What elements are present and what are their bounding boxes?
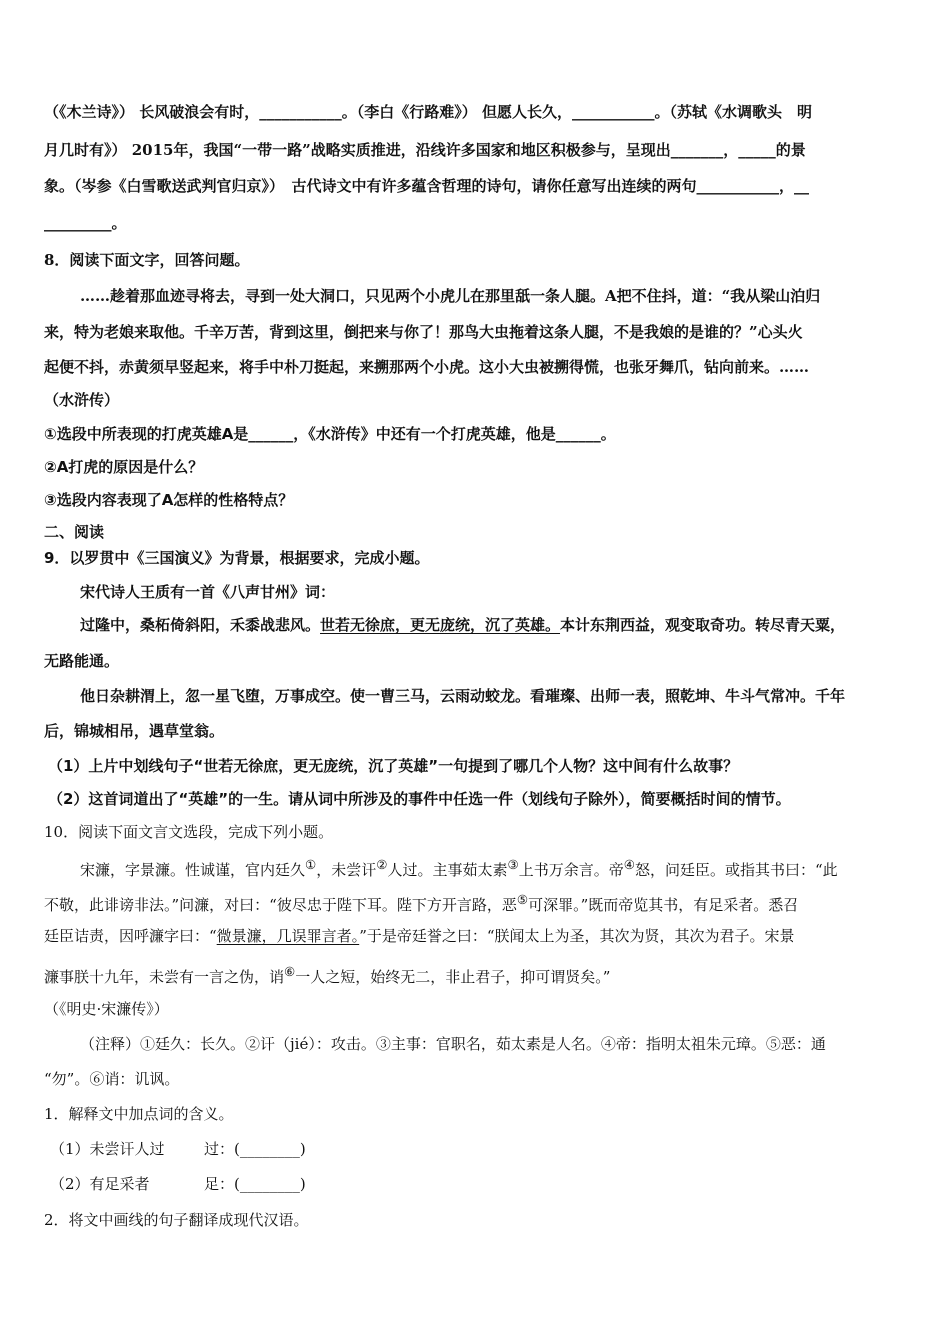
q10-title: 10．阅读下面文言文选段，完成下列小题。 xyxy=(44,823,334,841)
q10-text-segment: 可深罪。”既而帝览其书，有足采者。悉召 xyxy=(528,896,799,914)
q10-text-segment: ，未尝讦 xyxy=(316,861,377,879)
q8-passage-line-3: 起便不抖，赤黄须早竖起来，将手中朴刀挺起，来搠那两个小虎。这小大虫被搠得慌，也张牙舞爪，钻向前来。…… xyxy=(44,358,810,376)
intro-line-2: 月几时有》） 2015年，我国“一带一路”战略实质推进，沿线许多国家和地区积极参与，呈现出_______，_____的景 xyxy=(44,141,806,159)
q9-poem-line-3: 他日杂耕渭上，忽一星飞堕，万事成空。使一曹三马，云雨动蛟龙。看璀璨、出师一表，照乾坤、牛斗气常冲。千年 xyxy=(80,687,846,705)
q10-text-segment: 宋濂，字景濂。性诚谨，官内廷久 xyxy=(80,861,306,879)
item-2-label: （2）有足采者 xyxy=(50,1175,150,1193)
q8-sub-question-2: ②A打虎的原因是什么？ xyxy=(44,458,204,476)
q10-text-segment: 濂事朕十九年，未尝有一言之伪，诮 xyxy=(44,968,285,986)
q10-question-2-title: 2．将文中画线的句子翻译成现代汉语。 xyxy=(44,1211,309,1229)
q10-text-segment: 不敬，此诽谤非法。”问濂，对曰：“彼尽忠于陛下耳。陛下方开言路，恶 xyxy=(44,896,517,914)
q9-intro: 宋代诗人王质有一首《八声甘州》词： xyxy=(80,583,336,601)
q10-question-1-item-1 xyxy=(50,1139,306,1159)
q8-passage-line-1: ……趁着那血迹寻将去，寻到一处大洞口，只见两个小虎儿在那里舐一条人腿。A把不住抖，道：“我从梁山泊归 xyxy=(80,287,821,305)
q8-title: 8．阅读下面文字，回答问题。 xyxy=(44,251,250,269)
intro-line-4: _________。 xyxy=(44,214,127,232)
q8-passage-line-2: 来，特为老娘来取他。千辛万苦，背到这里，倒把来与你了！那鸟大虫拖着这条人腿，不是我娘的是谁的？”心头火 xyxy=(44,323,803,341)
intro-line-3: 象。（岑参《白雪歌送武判官归京》） 古代诗文中有许多蕴含哲理的诗句，请你任意写出连续的两句___________，__ xyxy=(44,177,810,195)
q10-text-segment: 上书万余言。帝 xyxy=(518,861,624,879)
q10-text-segment: 廷臣诘责，因呼濂字曰：“ xyxy=(44,927,217,945)
q9-sub-question-1: （1）上片中划线句子“世若无徐庶，更无庞统，沉了英雄”一句提到了哪几个人物？这中间有什么故事？ xyxy=(48,757,739,775)
item-1-answer-blank[interactable]: 过：(________) xyxy=(204,1140,306,1158)
q10-underlined-sentence: 微景濂，几误罪言者。 xyxy=(216,927,360,945)
note-mark-3: ③ xyxy=(507,857,519,872)
item-2-answer-blank[interactable]: 足：(________) xyxy=(204,1175,306,1193)
q10-text-segment: 一人之短，始终无二，非止君子，抑可谓贤矣。” xyxy=(295,968,611,986)
q10-question-1-item-2 xyxy=(50,1174,306,1194)
q8-sub-question-3: ③选段内容表现了A怎样的性格特点？ xyxy=(44,491,294,509)
note-mark-5: ⑤ xyxy=(516,892,529,907)
q10-source: （《明史·宋濂传》） xyxy=(44,1000,169,1018)
q9-poem-line-1 xyxy=(80,615,845,635)
q10-text-segment: 人过。主事茹太素 xyxy=(387,861,508,879)
q8-sub-question-1: ①选段中所表现的打虎英雄A是______，《水浒传》中还有一个打虎英雄，他是______。 xyxy=(44,425,616,443)
q9-poem-line-4: 后，锦城相吊，遇草堂翁。 xyxy=(44,722,225,740)
q10-text-segment: ”于是帝廷誉之曰：“朕闻太上为圣，其次为贤，其次为君子。宋景 xyxy=(359,927,795,945)
note-mark-4: ④ xyxy=(623,857,635,872)
q9-poem-line-1-end: 本计东荆西益，观变取奇功。转尽青天粟， xyxy=(560,616,846,634)
q10-notes-line-1: （注释）①廷久：长久。②讦（jié）：攻击。③主事：官职名，茹太素是人名。④帝：指明太祖朱元璋。⑤恶：通 xyxy=(80,1035,826,1053)
q10-notes-line-2: “勿”。⑥诮：讥讽。 xyxy=(44,1070,180,1088)
q9-poem-line-2: 无路能通。 xyxy=(44,652,120,670)
note-mark-6: ⑥ xyxy=(284,964,296,979)
q10-text-line-1 xyxy=(80,855,838,880)
note-mark-2: ② xyxy=(376,857,388,872)
q9-sub-question-2: （2）这首词道出了“英雄”的一生。请从词中所涉及的事件中任选一件（划线句子除外），简要概括时间的情节。 xyxy=(48,790,791,808)
q9-title: 9．以罗贯中《三国演义》为背景，根据要求，完成小题。 xyxy=(44,549,430,567)
q10-text-line-4 xyxy=(44,962,610,987)
q10-text-segment: 怒，问廷臣。或指其书曰：“此 xyxy=(634,861,838,879)
note-mark-1: ① xyxy=(305,857,317,872)
q10-text-line-2 xyxy=(44,890,798,915)
section-2-title: 二、阅读 xyxy=(44,523,105,541)
item-1-label: （1）未尝讦人过 xyxy=(50,1140,165,1158)
q9-poem-line-1-start: 过隆中，桑柘倚斜阳，禾黍战悲风。 xyxy=(80,616,321,634)
q10-text-line-3 xyxy=(44,926,795,946)
intro-line-1: （《木兰诗》） 长风破浪会有时，___________。（李白《行路难》） 但愿人长久，___________。（苏轼《水调歌头 明 xyxy=(44,103,812,121)
q9-underlined-sentence: 世若无徐庶，更无庞统，沉了英雄。 xyxy=(320,616,561,634)
q8-source: （水浒传） xyxy=(44,391,120,409)
q10-question-1-title: 1．解释文中加点词的含义。 xyxy=(44,1105,234,1123)
